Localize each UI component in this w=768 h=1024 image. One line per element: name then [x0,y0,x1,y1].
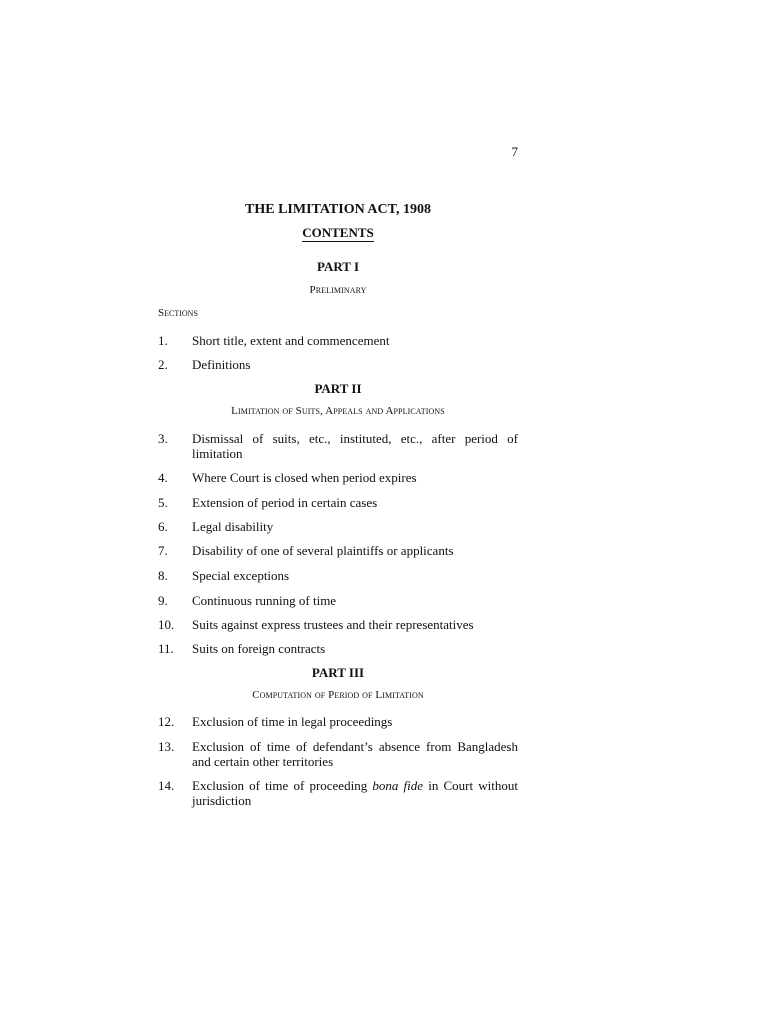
part-2-subheading: Limitation of Suits, Appeals and Applications [231,405,445,417]
section-number: 6. [158,519,168,534]
section-item [158,357,518,372]
section-title-italic: bona fide [372,778,424,793]
part-3-subheading: Computation of Period of Limitation [252,689,424,701]
section-number: 12. [158,714,175,729]
section-item [158,617,518,632]
section-title: Legal disability [192,519,274,534]
page-number: 7 [511,144,518,159]
section-number: 13. [158,739,175,754]
part-1-subheading: Preliminary [309,284,367,296]
section-title: Suits on foreign contracts [192,641,326,656]
section-number: 7. [158,543,168,558]
section-number: 9. [158,593,168,608]
part-3-heading: PART III [311,665,365,680]
section-title: Suits against express trustees and their representatives [192,617,474,632]
section-item [158,519,518,534]
section-title-part: Exclusion of time of proceeding [192,778,368,793]
section-title: Short title, extent and commencement [192,333,390,348]
section-item [158,495,518,510]
section-item [158,641,518,656]
document-title: THE LIMITATION ACT, 1908 [245,202,431,217]
section-item [158,333,518,348]
section-title [192,778,518,808]
section-title: Definitions [192,357,251,372]
section-number: 8. [158,568,168,583]
section-title: Dismissal of suits, etc., instituted, etc., after period of limitation [192,431,518,461]
section-number: 3. [158,431,168,446]
section-title: Where Court is closed when period expires [192,470,417,485]
part-2-heading: PART II [314,381,362,396]
section-item [158,543,518,558]
part-1-heading: PART I [316,259,360,274]
section-title: Continuous running of time [192,593,337,608]
section-number: 1. [158,333,168,348]
section-title: Disability of one of several plaintiffs or applicants [192,543,454,558]
section-number: 4. [158,470,168,485]
section-item [158,470,518,485]
section-title: Special exceptions [192,568,290,583]
section-number: 2. [158,357,168,372]
section-item [158,739,518,769]
section-title-part: in Court without jurisdiction [192,778,519,808]
section-item [158,714,518,729]
section-number: 10. [158,617,175,632]
section-item [158,778,518,808]
section-item [158,593,518,608]
section-item [158,431,518,461]
section-item [158,568,518,583]
section-title: Exclusion of time of defendant’s absence from Bangladesh and certain other territories [192,739,518,769]
section-title: Extension of period in certain cases [192,495,378,510]
sections-label: Sections [158,307,198,319]
section-title: Exclusion of time in legal proceedings [192,714,393,729]
section-number: 14. [158,778,175,793]
section-number: 11. [158,641,174,656]
contents-heading: CONTENTS [302,225,374,240]
section-number: 5. [158,495,168,510]
